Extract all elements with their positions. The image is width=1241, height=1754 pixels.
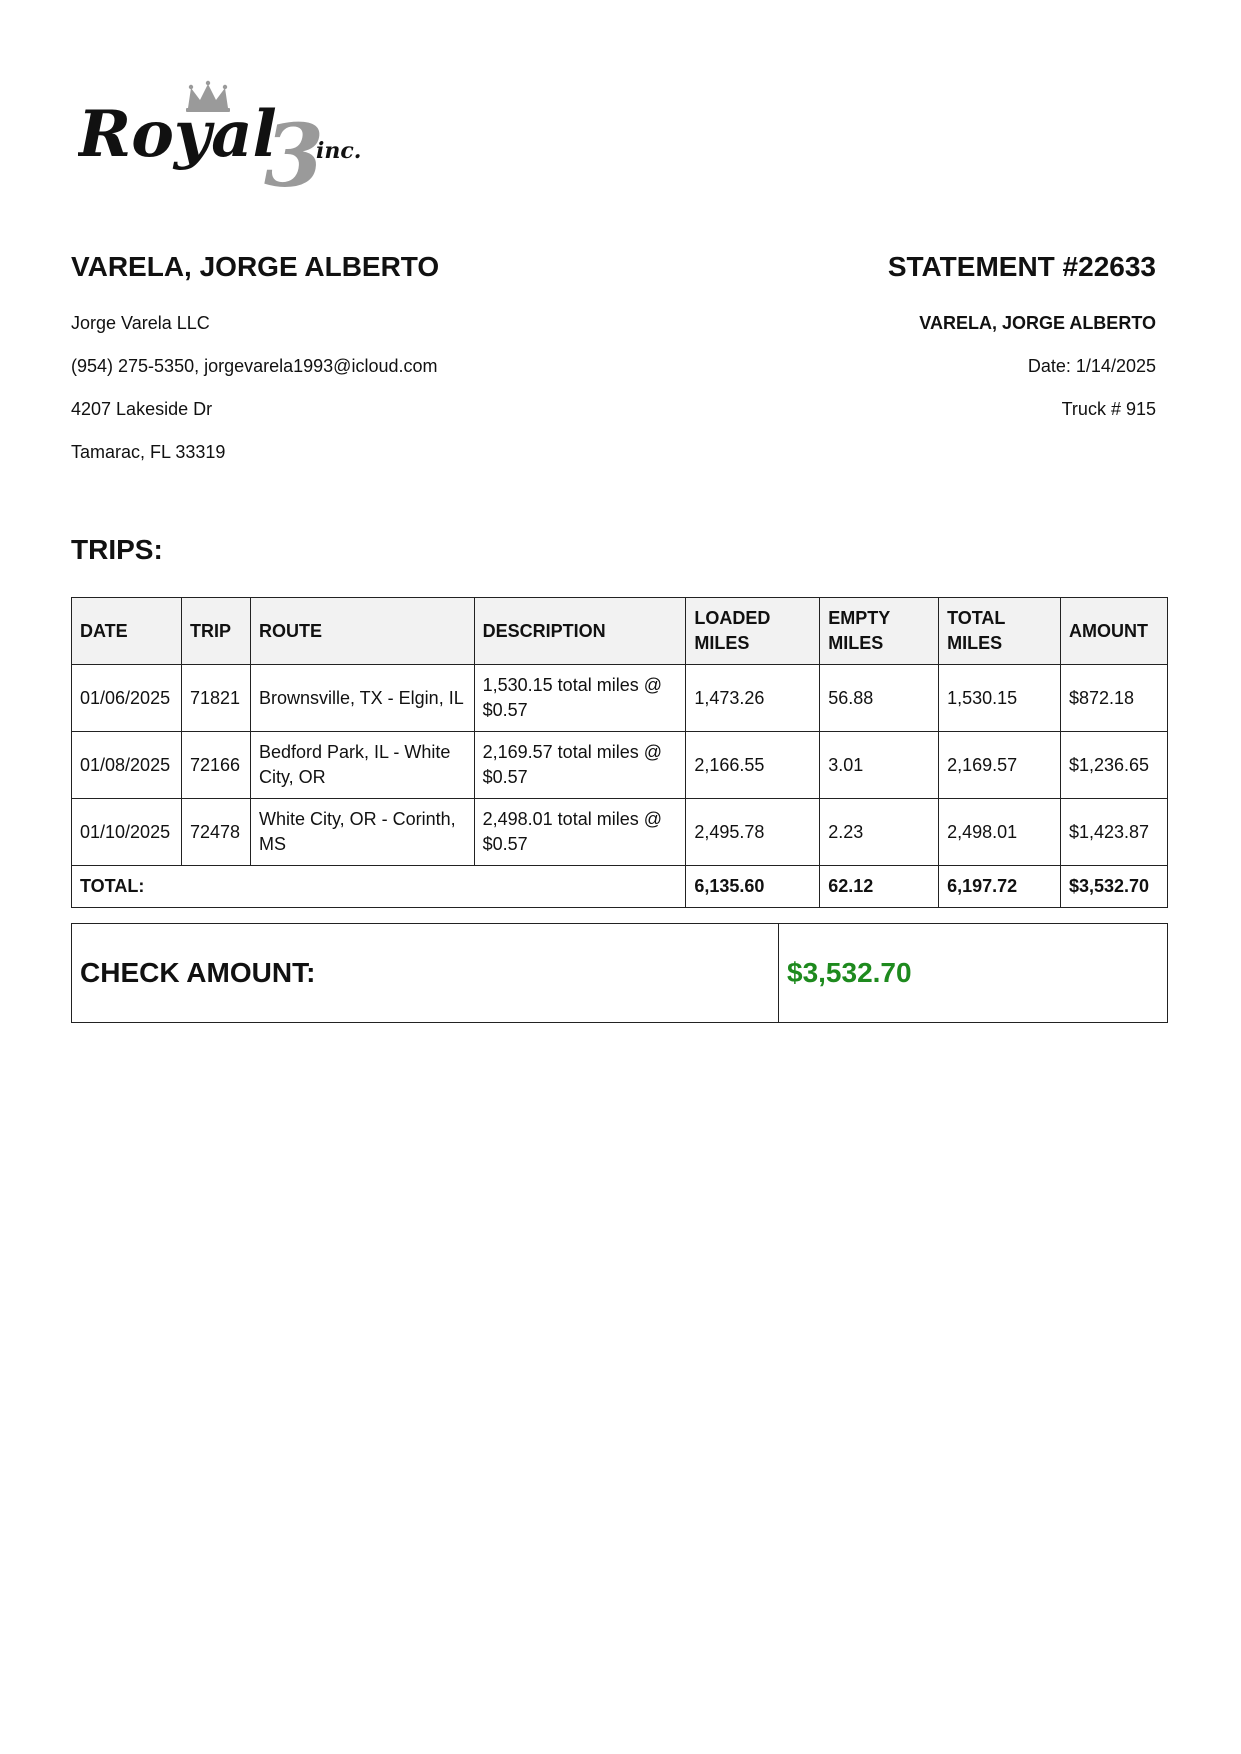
cell-route: Bedford Park, IL - White City, OR xyxy=(250,732,474,799)
col-header-date: DATE xyxy=(72,598,182,665)
col-header-amount: AMOUNT xyxy=(1060,598,1167,665)
cell-description: 2,498.01 total miles @ $0.57 xyxy=(474,799,686,866)
cell-description: 2,169.57 total miles @ $0.57 xyxy=(474,732,686,799)
truck-number: Truck # 915 xyxy=(1061,399,1156,419)
svg-text:3: 3 xyxy=(264,106,324,196)
driver-company: Jorge Varela LLC xyxy=(71,313,210,333)
cell-total-miles: 2,169.57 xyxy=(939,732,1061,799)
svg-text:Royal: Royal xyxy=(78,97,277,172)
total-total-miles: 6,197.72 xyxy=(939,866,1061,908)
statement-info xyxy=(556,250,1156,419)
cell-empty-miles: 56.88 xyxy=(820,665,939,732)
total-label: TOTAL: xyxy=(72,866,686,908)
cell-route: Brownsville, TX - Elgin, IL xyxy=(250,665,474,732)
cell-route: White City, OR - Corinth, MS xyxy=(250,799,474,866)
driver-address-line1: 4207 Lakeside Dr xyxy=(71,399,213,419)
trips-heading: TRIPS: xyxy=(71,534,163,565)
company-logo xyxy=(78,78,388,196)
cell-total-miles: 2,498.01 xyxy=(939,799,1061,866)
table-header-row xyxy=(72,598,1168,665)
check-amount-value: $3,532.70 xyxy=(787,957,912,988)
cell-loaded-miles: 2,495.78 xyxy=(686,799,820,866)
total-empty-miles: 62.12 xyxy=(820,866,939,908)
driver-contact: (954) 275-5350, jorgevarela1993@icloud.com xyxy=(71,356,438,376)
statement-date: Date: 1/14/2025 xyxy=(1027,356,1156,376)
cell-amount: $872.18 xyxy=(1060,665,1167,732)
cell-empty-miles: 3.01 xyxy=(820,732,939,799)
cell-trip: 72478 xyxy=(181,799,250,866)
col-header-empty-miles: EMPTY MILES xyxy=(820,598,939,665)
table-total-row xyxy=(72,866,1168,908)
cell-amount: $1,236.65 xyxy=(1060,732,1167,799)
trips-table xyxy=(71,597,1168,908)
cell-date: 01/06/2025 xyxy=(72,665,182,732)
col-header-trip: TRIP xyxy=(181,598,250,665)
statement-number: STATEMENT #22633 xyxy=(887,251,1156,282)
cell-trip: 72166 xyxy=(181,732,250,799)
cell-date: 01/08/2025 xyxy=(72,732,182,799)
driver-name: VARELA, JORGE ALBERTO xyxy=(71,251,440,282)
table-row xyxy=(72,799,1168,866)
statement-name: VARELA, JORGE ALBERTO xyxy=(919,313,1156,333)
driver-address-line2: Tamarac, FL 33319 xyxy=(71,442,226,462)
check-amount-label: CHECK AMOUNT: xyxy=(72,924,779,1022)
col-header-description: DESCRIPTION xyxy=(474,598,686,665)
table-row xyxy=(72,732,1168,799)
cell-loaded-miles: 1,473.26 xyxy=(686,665,820,732)
cell-description: 1,530.15 total miles @ $0.57 xyxy=(474,665,686,732)
col-header-loaded-miles: LOADED MILES xyxy=(686,598,820,665)
cell-amount: $1,423.87 xyxy=(1060,799,1167,866)
cell-total-miles: 1,530.15 xyxy=(939,665,1061,732)
total-loaded-miles: 6,135.60 xyxy=(686,866,820,908)
col-header-route: ROUTE xyxy=(250,598,474,665)
check-amount-box xyxy=(71,923,1168,1023)
total-amount: $3,532.70 xyxy=(1060,866,1167,908)
svg-text:inc.: inc. xyxy=(316,138,362,164)
cell-trip: 71821 xyxy=(181,665,250,732)
table-row xyxy=(72,665,1168,732)
col-header-total-miles: TOTAL MILES xyxy=(939,598,1061,665)
cell-loaded-miles: 2,166.55 xyxy=(686,732,820,799)
cell-empty-miles: 2.23 xyxy=(820,799,939,866)
cell-date: 01/10/2025 xyxy=(72,799,182,866)
